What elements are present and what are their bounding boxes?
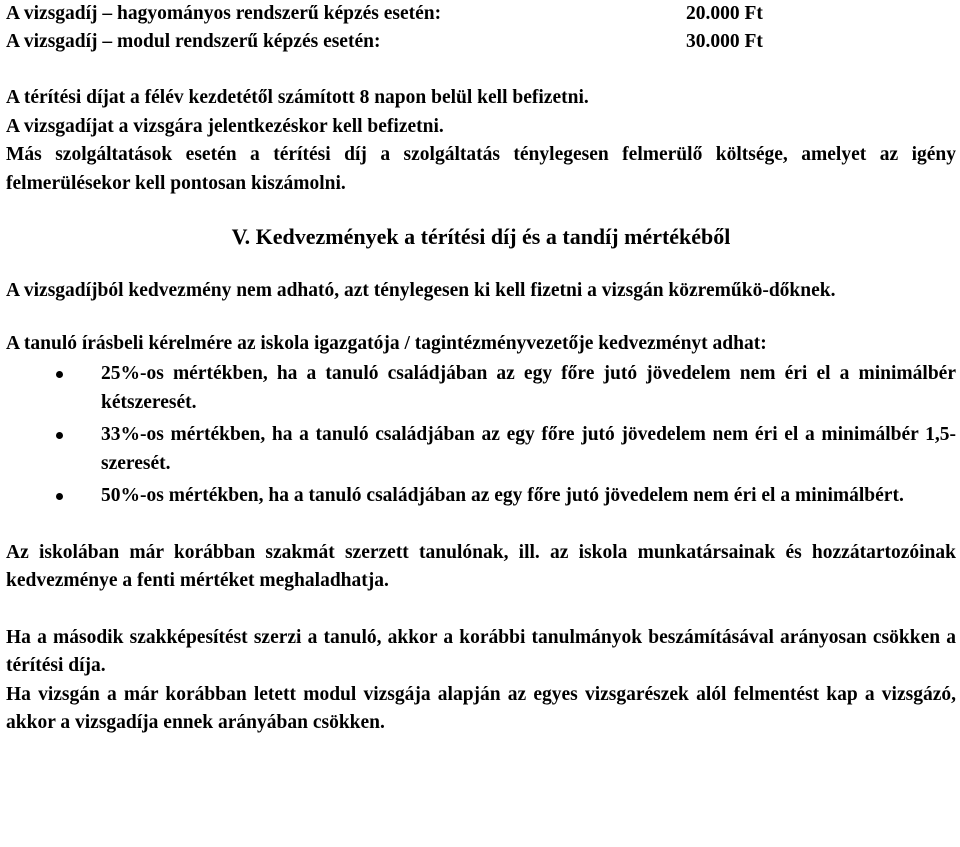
document-page <box>6 0 956 738</box>
discount-item <box>6 421 956 478</box>
fee-amount: 30.000 Ft <box>686 31 763 52</box>
fee-label: A vizsgadíj – hagyományos rendszerű képzés esetén: <box>6 3 442 24</box>
fee-list <box>6 0 956 56</box>
fee-label: A vizsgadíj – modul rendszerű képzés esetén: <box>6 31 381 52</box>
fee-row-modular <box>6 28 956 56</box>
discount-item-text: 50%-os mértékben, ha a tanuló családjában az egy főre jutó jövedelem nem éri el a minimálbért. <box>101 485 904 506</box>
bullet-icon <box>56 493 63 500</box>
payment-paragraph: A térítési díjat a félév kezdetétől számított 8 napon belül kell befizetni. <box>6 87 589 108</box>
payment-section <box>6 84 956 198</box>
fee-amount: 20.000 Ft <box>686 3 763 24</box>
closing-paragraph: Az iskolában már korábban szakmát szerzett tanulónak, ill. az iskola munkatársainak és hozzátartozóinak kedvezménye a fenti mértéket meghaladhatja. <box>6 541 956 591</box>
discount-item-text: 25%-os mértékben, ha a tanuló családjában az egy főre jutó jövedelem nem éri el a minimálbér kétszeresét. <box>101 363 956 413</box>
closing-paragraph: Ha a második szakképesítést szerzi a tanuló, akkor a korábbi tanulmányok beszámításával arányosan csökken a térítési díja. <box>6 626 956 676</box>
discount-list <box>6 360 956 511</box>
section-heading: V. Kedvezmények a térítési díj és a tandíj mértékéből <box>231 224 731 249</box>
payment-paragraph: Más szolgáltatások esetén a térítési díj a szolgáltatás ténylegesen felmerülő költsége, amelyet az igény felmerülésekor kell pontosan kiszámolni. <box>6 144 956 194</box>
bullet-icon <box>56 432 63 439</box>
discount-item-text: 33%-os mértékben, ha a tanuló családjában az egy főre jutó jövedelem nem éri el a minimálbér 1,5-szeresét. <box>101 424 956 474</box>
discount-item <box>6 482 956 511</box>
exam-fee-note: A vizsgadíjból kedvezmény nem adható, azt ténylegesen ki kell fizetni a vizsgán közreműkö-dőknek. <box>6 280 836 301</box>
payment-paragraph: A vizsgadíjat a vizsgára jelentkezéskor kell befizetni. <box>6 115 444 137</box>
fee-row-traditional <box>6 0 956 28</box>
bullet-icon <box>56 371 63 378</box>
closing-paragraph: Ha vizsgán a már korábban letett modul vizsgája alapján az egyes vizsgarészek alól felmentést kap a vizsgázó, akkor a vizsgadíja ennek arányában csökken. <box>6 683 956 733</box>
discount-intro: A tanuló írásbeli kérelmére az iskola igazgatója / tagintézményvezetője kedvezményt adhat: <box>6 332 767 354</box>
discount-item <box>6 360 956 417</box>
